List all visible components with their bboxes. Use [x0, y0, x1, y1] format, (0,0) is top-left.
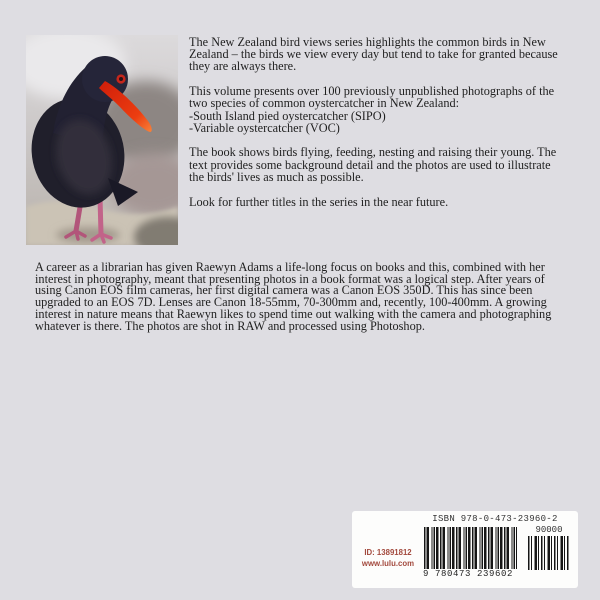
supplement-digits: 90000	[535, 525, 563, 535]
series-intro-paragraph: The New Zealand bird views series highlights the common birds in New Zealand – the birds we view every day but tend to take for granted because they are always there.	[189, 35, 558, 74]
species-list	[189, 110, 567, 134]
species-item-voc: -Variable oystercatcher (VOC)	[189, 120, 340, 135]
species-item-sipo: -South Island pied oystercatcher (SIPO)	[189, 108, 386, 123]
supplement-barcode	[528, 536, 570, 570]
author-bio-section	[35, 262, 569, 332]
author-bio-paragraph: A career as a librarian has given Raewyn Adams a life-long focus on books and this, combined with her interest in photography, meant that presenting photos in a book format was a logical step. After years of using Canon EOS film cameras, her first digital camera was a Canon EOS 350D. This has since been upgraded to an EOS 7D. Lenses are Canon 18-55mm, 70-300mm and, recently, 100-400mm. A growing interest in nature means that Raewyn likes to spend time out walking with the camera and photographing whatever is there. The photos are shot in RAW and processed using Photoshop.	[35, 260, 552, 333]
publisher-url-label: www.lulu.com	[361, 559, 415, 568]
ean-digits: 9 780473 239602	[416, 569, 520, 579]
oystercatcher-illustration	[26, 35, 178, 245]
book-description-paragraph: The book shows birds flying, feeding, nesting and raising their young. The text provides some background detail and the photos are used to illustrate the birds' lives as much as possible.	[189, 145, 557, 184]
barcode-panel	[352, 511, 578, 588]
volume-paragraph: This volume presents over 100 previously unpublished photographs of the two species of common oystercatcher in New Zealand:	[189, 84, 555, 111]
print-id-label: ID: 13891812	[364, 548, 412, 557]
ean-barcode	[424, 527, 517, 570]
series-blurb	[189, 36, 567, 220]
isbn-label: ISBN 978-0-473-23960-2	[432, 514, 558, 524]
print-id-block	[354, 547, 422, 569]
bird-photo	[26, 35, 178, 245]
series-future-paragraph: Look for further titles in the series in the near future.	[189, 194, 449, 209]
